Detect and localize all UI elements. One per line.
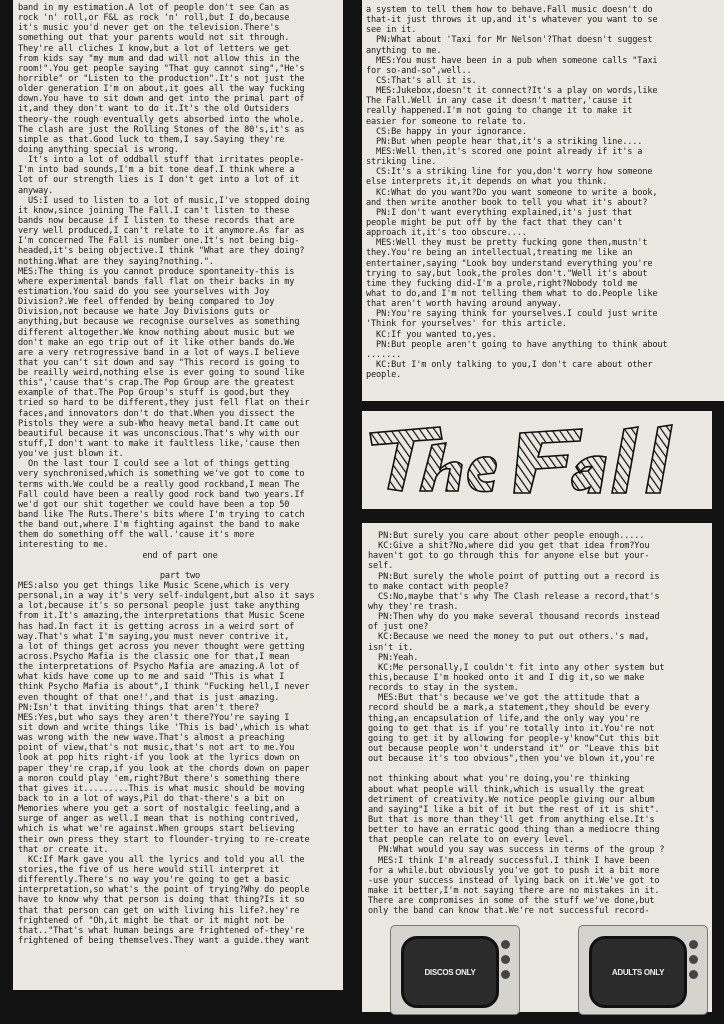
text-line: tried so hard to be different,they just fell flat on their bbox=[18, 398, 310, 409]
text-line: paper they're crap,if you look at the chords down on paper bbox=[18, 763, 310, 774]
text-line: which is what we're against.When groups start believing bbox=[18, 824, 295, 835]
text-line: It's into a lot of oddball stuff that irritates people- bbox=[18, 155, 305, 166]
text-line: PN:But when people hear that,it's a striking line.... bbox=[366, 136, 643, 147]
text-line: back to in a lot of ways,Pil do that-there's a bit on bbox=[18, 793, 285, 804]
text-line: they.You're being an intellectual,treating me like an bbox=[366, 248, 633, 259]
text-line: older generation I'm on about,it goes all the way fucking bbox=[18, 84, 305, 95]
text-line: we'd got our shit together we could have been a top 50 bbox=[18, 499, 290, 510]
text-line: entertainer,saying "Look boy understand everything you're bbox=[366, 258, 653, 269]
text-line: 'Think for yourselves' for this article. bbox=[366, 319, 567, 330]
text-line: KC:Because we need the money to put out others.'s mad, bbox=[368, 632, 650, 643]
text-line: a lot of things get across you never thought were getting bbox=[18, 641, 305, 652]
title-panel bbox=[362, 411, 712, 509]
text-line: PN:But surely you care about other people enough..... bbox=[368, 531, 645, 541]
text-line: that you can't sit down and say "This record is going to bbox=[18, 357, 300, 368]
text-line: and then write another book to tell you what it's about? bbox=[366, 197, 648, 208]
text-line: Memories where you get a sort of nostalgic feeling,and a bbox=[18, 804, 300, 815]
text-line: faces,and innovators don't do that.When you dissect the bbox=[18, 408, 295, 419]
text-line: PN:But surely the whole point of putting out a record is bbox=[368, 571, 660, 582]
text-line: personal,in a way it's very self-indulgent,but also it says bbox=[18, 591, 315, 602]
text-line: the band out,where I'm fighting against the band to make bbox=[18, 520, 300, 531]
text-line: Fall could have been a really good rock band two years.If bbox=[18, 489, 305, 500]
text-line: headed,it's being objective.I think "What are they doing? bbox=[18, 246, 305, 257]
text-line: this",'cause that's crap.The Pop Group are the greatest bbox=[18, 378, 295, 389]
text-line: band in my estimation.A lot of people don't see Can as bbox=[18, 3, 290, 13]
text-line: KC:If you wanted to,yes. bbox=[366, 329, 497, 340]
text-line: anything,but because we recognise ourselves as something bbox=[18, 317, 300, 328]
text-line: room!".You get people saying "That guy cannot sing","He's bbox=[18, 63, 305, 74]
left-margin-bar bbox=[0, 0, 13, 1024]
left-text-column bbox=[18, 3, 342, 988]
text-line: really happened.I'm not going to change it to make it bbox=[366, 106, 633, 117]
text-line: else interprets it,it depends on what you think. bbox=[366, 177, 608, 188]
text-line: trying to say,but look,the proles don't."Well it's about bbox=[366, 268, 648, 279]
text-line: KC:But I'm only talking to you,I don't care about other bbox=[366, 359, 653, 370]
text-line: even thought of that one!',and that is just amazing. bbox=[18, 692, 280, 703]
text-line: nothing.What are they saying?nothing.". bbox=[18, 256, 214, 267]
text-line: don't make an ego trip out of it like other bands do.We bbox=[18, 337, 295, 348]
text-line: make it better,I'm not saying there are no mistakes in it. bbox=[368, 885, 660, 896]
text-line: PN:What would you say was success in terms of the group ? bbox=[368, 845, 665, 856]
tv-screen-right bbox=[589, 936, 687, 1008]
bottom-left-bar bbox=[0, 990, 362, 1024]
text-line: that that person can get on with living his life?.hey're bbox=[18, 905, 300, 916]
text-line: see in it. bbox=[366, 25, 417, 36]
text-line: it know,since joining The Fall.I can't listen to these bbox=[18, 205, 290, 216]
text-line: and saying"I like a bit of it but the rest of it is shit". bbox=[368, 804, 660, 815]
text-line: was wrong with the new wave.That's almost a preaching bbox=[18, 733, 285, 744]
text-line: people might be put off by the fact that they can't bbox=[366, 217, 623, 228]
text-line: that.."That's what human beings are frightened of-they're bbox=[18, 925, 305, 936]
tv-set-left bbox=[390, 925, 520, 1015]
right-panel-top-rule bbox=[362, 401, 724, 411]
text-line: KC:If Mark gave you all the lyrics and told you all the bbox=[18, 854, 305, 865]
text-line: be reailly weird,nothing else is ever going to sound like bbox=[18, 368, 305, 379]
text-line: a lot,because it's so personal people just take anything bbox=[18, 601, 300, 612]
text-line: frightened of being themselves.They want a guide.they want bbox=[18, 935, 310, 946]
text-line: doing anything special is wrong. bbox=[18, 144, 179, 155]
text-line: KC:Me personally,I couldn't fit into any other system but bbox=[368, 662, 665, 673]
text-line: it's music you'd never get on the television.There's bbox=[18, 23, 280, 34]
right-bottom-text-column bbox=[368, 531, 708, 921]
text-line: have to know why that person is doing that thing?Is it so bbox=[18, 895, 305, 906]
text-line: But that is more than they'll get from anything else.It's bbox=[368, 814, 655, 825]
text-line: MES:But that's because we've got the attitude that a bbox=[368, 693, 640, 704]
text-line: has had.In fact it is getting across in a weird sort of bbox=[18, 621, 295, 632]
tv-knobs-left bbox=[501, 940, 513, 996]
text-line: MES:Well they must be pretty fucking gone then,mustn't bbox=[366, 238, 648, 249]
text-line: this,because I'm hooked onto it and I dig it,so we make bbox=[368, 672, 645, 683]
text-line bbox=[18, 561, 342, 571]
text-line: from it.It's amazing,the interpretations that Music Scene bbox=[18, 611, 305, 622]
text-line: a system to tell them how to behave.Fall music doesn't do bbox=[366, 5, 653, 15]
text-line: it,and they don't want to do it.It's the old Outsiders bbox=[18, 104, 290, 115]
text-line: for so-and-so",well.. bbox=[366, 65, 472, 76]
text-line: think Psycho Mafia is about",I think "Fucking hell,I never bbox=[18, 682, 310, 693]
text-line: isn't it. bbox=[368, 642, 414, 653]
text-line: MES:You must have been in a pub when someone calls "Taxi bbox=[366, 55, 658, 66]
text-line: across.Psycho Mafia is the classic one for that,I mean bbox=[18, 652, 290, 662]
text-line: lot of our strength lies is I don't get into a lot of it bbox=[18, 175, 300, 186]
text-line: out because people won't understand it" or "Leave this bit bbox=[368, 743, 660, 754]
text-line: MES:I think I'm already successful.I think I have been bbox=[368, 855, 650, 866]
text-line: end of part one bbox=[142, 550, 218, 561]
text-line: band like The Ruts.There's bits where I'm trying to catch bbox=[18, 510, 305, 521]
text-line: time they fucking did-I'm a prole,right?Nobody told me bbox=[366, 278, 638, 289]
text-line: for a while.but obviously you've got to push it a bit more bbox=[368, 865, 660, 876]
text-line: terms with.We could be a really good rockband,I mean The bbox=[18, 479, 300, 490]
text-line: anything to me. bbox=[366, 45, 442, 56]
text-line: KC:Give a shit?No,where did you get that idea from?You bbox=[368, 541, 650, 552]
text-line: where experimental bands fall flat on their backs in my bbox=[18, 276, 295, 287]
text-line: down.You have to sit down and get into the primal part of bbox=[18, 94, 305, 105]
text-line: their own press they start to flounder-trying to re-create bbox=[18, 834, 310, 845]
text-line: PN:But people aren't going to have anything to think about bbox=[366, 339, 668, 350]
text-line: records to stay in the system. bbox=[368, 683, 519, 694]
text-line: CS:That's all it is. bbox=[366, 75, 477, 86]
text-line: are a very retrogressive band in a lot of ways.I believe bbox=[18, 347, 300, 358]
tv-left-label: DISCOS ONLY bbox=[424, 967, 476, 977]
text-line: different altogether.We know nothing about music but we bbox=[18, 327, 295, 338]
text-line: frightened of "Oh,it might be that or it might not be bbox=[18, 915, 285, 926]
text-line: Pistols they were a sub-Who heavy metal band.It came out bbox=[18, 418, 300, 429]
text-line: going to get it by allowing for people-y'know"Cut this bit bbox=[368, 733, 660, 744]
text-line: PN:I don't want everything explained,it's just that bbox=[366, 207, 633, 218]
text-line: example of that.The Pop Group's stuff is good,but they bbox=[18, 388, 290, 399]
text-line: a moron could play 'em,right?But there's something there bbox=[18, 773, 300, 784]
text-line: They're all cliches I know,but a lot of letters we get bbox=[18, 43, 290, 54]
text-line: look at pop hits right-if you look at the lyrics down on bbox=[18, 753, 300, 764]
text-line: rock 'n' roll,or F&L as rock 'n' roll,but I do,because bbox=[18, 13, 290, 24]
text-line: CS:Be happy in your ignorance. bbox=[366, 126, 527, 137]
text-line: to make contact with people? bbox=[368, 581, 509, 592]
text-line: -use your success instead of lying back on it.We've got to bbox=[368, 875, 660, 886]
text-line: that gives it.........This is what music should be moving bbox=[18, 783, 305, 794]
text-line: stories,the five of us here would still interpret it bbox=[18, 864, 280, 875]
text-line: haven't got to go through this for anyone else but your- bbox=[368, 551, 650, 562]
text-line: approach it,it's too obscure.... bbox=[366, 228, 527, 239]
right-top-text-column bbox=[366, 5, 710, 397]
text-line: stuff,I don't want to make it faultless like,'cause then bbox=[18, 439, 300, 450]
top-center-bar bbox=[343, 0, 362, 1024]
right-edge-bar bbox=[712, 401, 724, 1024]
band-title-scribble bbox=[362, 411, 712, 509]
text-line: sit down and write things like 'This is bad',which is what bbox=[18, 722, 310, 733]
text-line: the interpretations of Psycho Mafia are amazing.A lot of bbox=[18, 662, 300, 673]
text-line bbox=[368, 764, 708, 774]
text-line: interpretation,so what's the point of trying?Why do people bbox=[18, 885, 310, 896]
text-line: I'm into bad sounds,I'm a bit tone deaf.I think where a bbox=[18, 165, 295, 176]
text-line: people. bbox=[366, 370, 402, 381]
text-line: detriment of creativity.We notice people giving our album bbox=[368, 794, 655, 805]
text-line: The Fall.Well in any case it doesn't matter,'cause it bbox=[366, 96, 633, 107]
text-line: surge of anger as well.I mean that is nothing contrived, bbox=[18, 814, 300, 825]
tv-right-label: ADULTS ONLY bbox=[611, 967, 665, 977]
text-line: from kids say "my mum and dad will not allow this in the bbox=[18, 53, 300, 64]
text-line: that or create it. bbox=[18, 844, 109, 855]
text-line: why they're trash. bbox=[368, 601, 459, 612]
text-line: horrible" or "Listen to the production".It's not just the bbox=[18, 73, 305, 84]
text-line: beautiful because it was unconscious.That's why with our bbox=[18, 428, 300, 439]
text-line: striking line. bbox=[366, 157, 437, 168]
text-line: only the band can know that.We're not successful record- bbox=[368, 906, 650, 917]
text-line: MES:also you get things like Music Scene,which is very bbox=[18, 581, 290, 592]
text-line: KC:What do you want?Do you want someone to write a book, bbox=[366, 187, 658, 198]
text-line: what to do,and I'm not telling them what to do.People like bbox=[366, 288, 658, 299]
text-line: part two bbox=[159, 570, 201, 581]
text-line: something out that your parents would not sit through. bbox=[18, 33, 290, 44]
text-line: There are compromises in some of the stuff we've done,but bbox=[368, 896, 655, 907]
text-line: MES:Yes,but who says they aren't there?You're saying I bbox=[18, 712, 290, 723]
text-line: thing,an encapsulation of life,and the only way you're bbox=[368, 713, 640, 724]
text-line: PN:You're saying think for yourselves.I could just write bbox=[366, 309, 658, 320]
text-line: what kids have come up to me and said "This is what I bbox=[18, 672, 285, 683]
text-line: better to have an erratic good thing than a mediocre thing bbox=[368, 825, 660, 836]
text-line: PN:Isn't that inviting things that aren't there? bbox=[18, 702, 260, 713]
text-line: them do something off the wall.'cause it's more bbox=[18, 530, 255, 541]
text-line: self. bbox=[368, 561, 394, 572]
text-line: very well produced,I can't relate to it anymore.As far as bbox=[18, 226, 305, 237]
text-line: theory-the rough eventually gets absorbed into the whole. bbox=[18, 114, 305, 125]
text-line: interesting to me. bbox=[18, 540, 109, 551]
text-line: MES:Well then,it's scored one point already if it's a bbox=[366, 146, 643, 157]
text-line: out because it's too obvious",then you've blown it,you're bbox=[368, 754, 655, 765]
text-line: that-it just throws it up,and it's whatever you want to se bbox=[366, 15, 658, 26]
text-line: anyway. bbox=[18, 185, 54, 196]
text-line: not thinking about what you're doing,you're thinking bbox=[368, 774, 630, 785]
text-line: estimation.You said do you see yourselves with Joy bbox=[18, 286, 270, 297]
text-line: way.That's what I'm saying,you must never contrive it, bbox=[18, 631, 290, 642]
text-line: very synchronised,which is something we've got to come to bbox=[18, 469, 305, 480]
text-line: that aren't worth having around anyway. bbox=[366, 299, 562, 310]
text-line: record should be a mark,a statement,they should be every bbox=[368, 703, 650, 714]
tv-screen-left bbox=[401, 936, 499, 1008]
text-line: Division,not because we hate Joy Divisions guts or bbox=[18, 307, 270, 318]
text-line: PN:Yeah. bbox=[368, 652, 419, 663]
text-line: PN:What about 'Taxi for Mr Nelson'?That doesn't suggest bbox=[366, 35, 653, 46]
text-line: I'm concerned The Fall is number one.It's not being big- bbox=[18, 236, 300, 247]
text-line: easier for someone to relate to. bbox=[366, 116, 527, 127]
text-line: point of view,that's not music,that's not art to me.You bbox=[18, 743, 295, 754]
tv-set-right bbox=[578, 925, 708, 1015]
text-line: simple as that.Good luck to them,I say.Saying they're bbox=[18, 134, 285, 145]
text-line: On the last tour I could see a lot of things getting bbox=[18, 459, 290, 470]
text-line: PN:Then why do you make several thousand records instead bbox=[368, 612, 660, 623]
text-line: differently.There's no way you're going to get a basic bbox=[18, 875, 290, 886]
text-line: US:I used to listen to a lot of music,I've stopped doing bbox=[18, 195, 310, 206]
text-line: MES:The thing is you cannot produce spontaneity-this is bbox=[18, 266, 295, 277]
text-line: that people can relate to on every level. bbox=[368, 835, 574, 846]
text-line: CS:It's a striking line for you,don't worry how someone bbox=[366, 167, 653, 178]
text-line: ....... bbox=[366, 349, 402, 360]
text-line: going to get that is if you're totally into it.You're not bbox=[368, 723, 655, 734]
text-line: about what people will think,which is usually the great bbox=[368, 784, 645, 795]
text-line: CS:No,maybe that's why The Clash release a record,that's bbox=[368, 591, 660, 602]
tv-knobs-right bbox=[689, 940, 701, 996]
text-line: The clash are just the Rolling Stones of the 80's,it's as bbox=[18, 124, 305, 135]
text-line: of just one? bbox=[368, 622, 429, 633]
text-line: you've just blown it. bbox=[18, 449, 124, 460]
right-panel-mid-rule bbox=[362, 509, 724, 523]
text-line: Division?.We feel offended by being compared to Joy bbox=[18, 297, 275, 308]
text-line: bands now because if I listen to these records that are bbox=[18, 215, 295, 226]
text-line: MES:Jukebox,doesn't it connect?It's a play on words,like bbox=[366, 86, 658, 97]
